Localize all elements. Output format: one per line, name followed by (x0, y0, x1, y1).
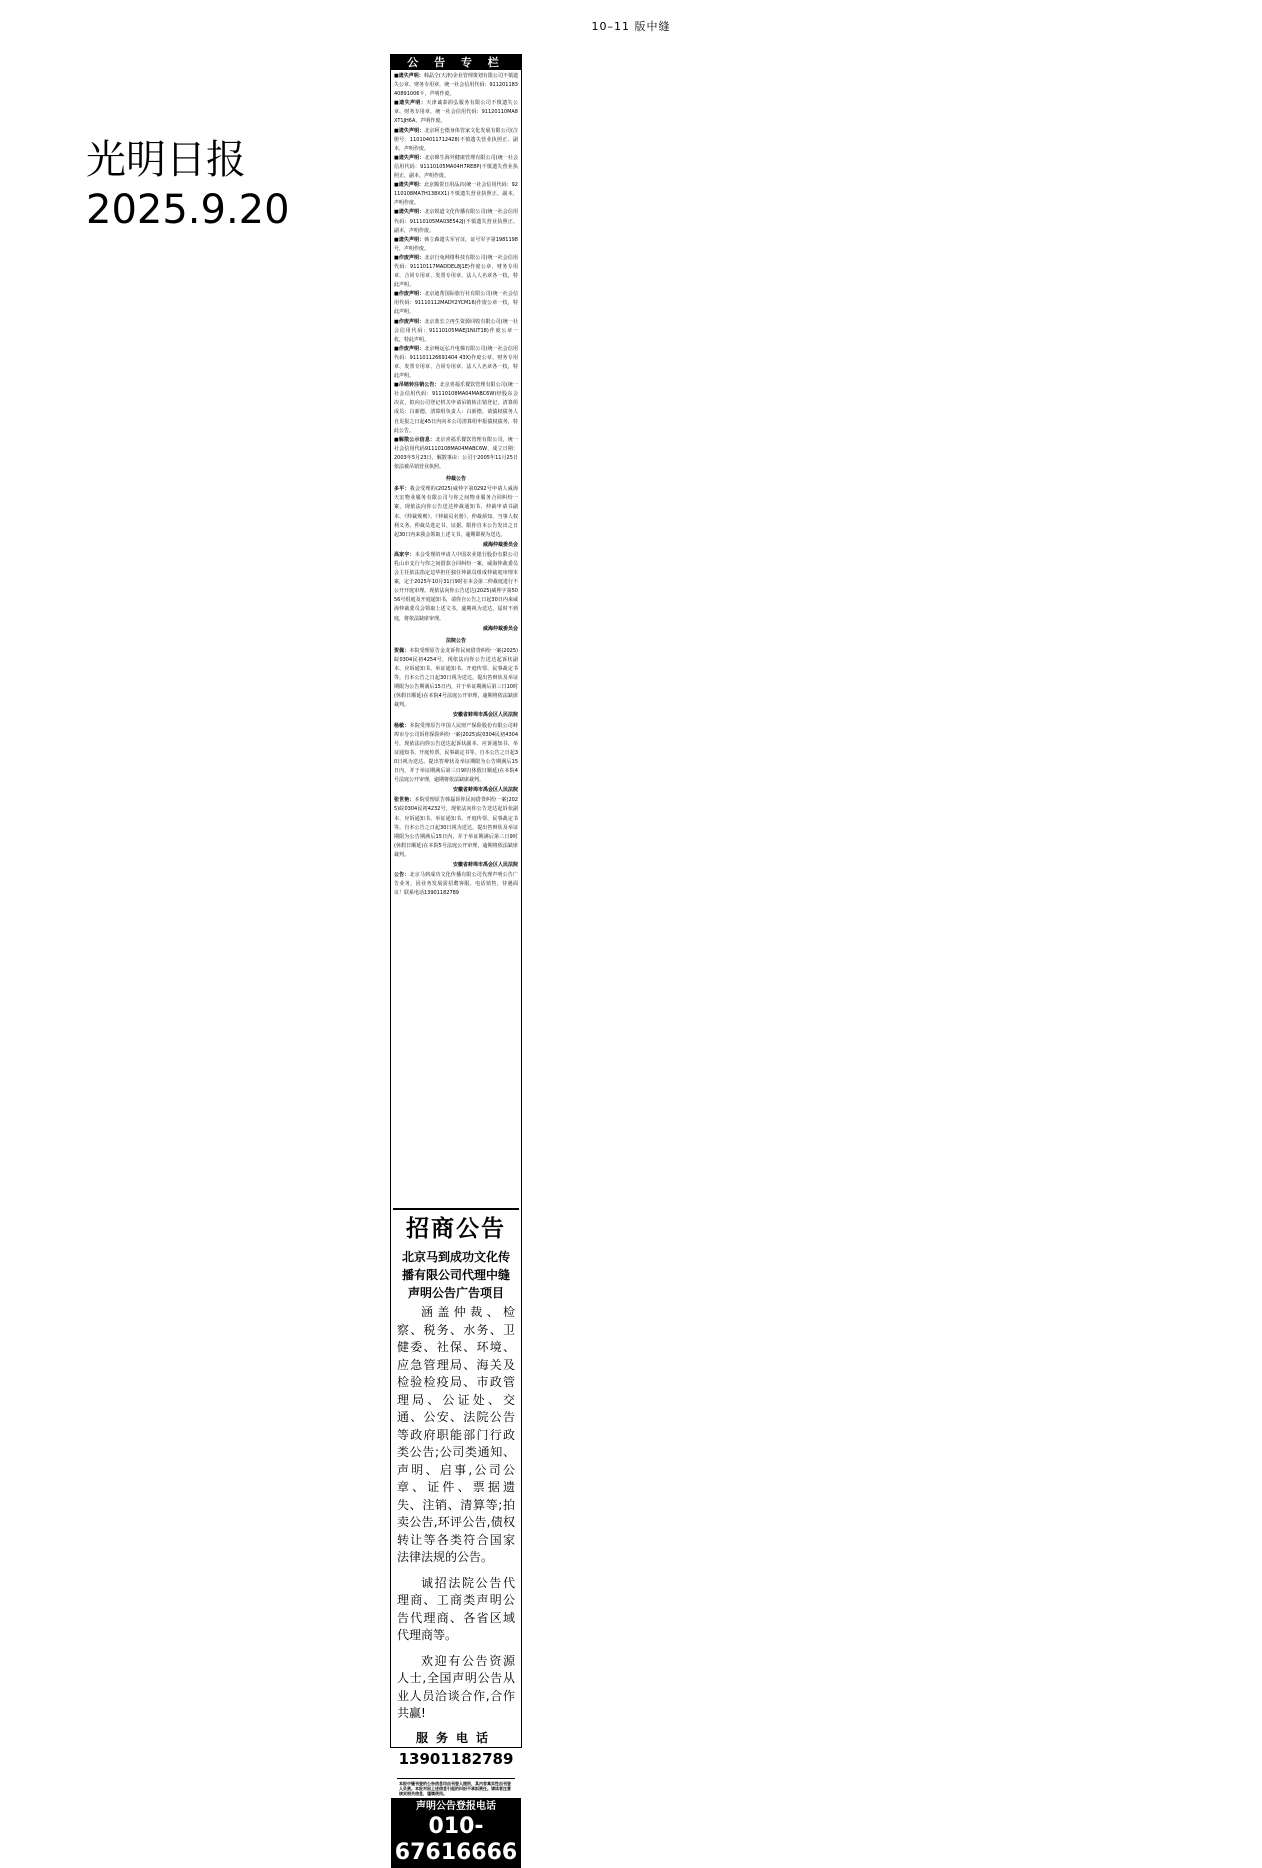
bottom-band (391, 1798, 521, 1868)
notice-item: ■作废声明：北京蓝长立再生资源回收有限公司(统一社会信用代码：91110105MAEJ1NUT18)作废公章一枚，特此声明。 (394, 318, 518, 343)
arbitration-notice: 多平：我会受理的(2025)威仲字第0292号申请人威海天宏物业服务有限公司与你之间物业服务合同纠纷一案，现依法向你公告送达仲裁通知书、仲裁申请书副本、《仲裁规则》、《仲裁员名册》、仲裁须知、当事人权利义务、仲裁员选定书、证据。限你自本公告发出之日起30日内来我会领取上述文书，逾期即视为送达。 (394, 486, 518, 538)
arbitration-signature: 威海仲裁委员会 (482, 541, 518, 548)
notice-item: ■作废声明：北京畅运弘升电梯有限公司(统一社会信用代码：911101126691404 43X)作废公章、财务专用章、发票专用章、合同专用章、法人人名章各一枚，特此声明。 (394, 345, 518, 380)
notices-section (391, 70, 521, 1208)
notice-item: ■解散公示信息：北京喜福乐餐饮管理有限公司，统一社会信用代码91110108MA04MABC6W，成立日期：2003年5月23日，解散事由：公司于2005年11月25日依法被吊销营业执照。 (394, 436, 518, 471)
notice-item: ■遗失声明：北京锦生海外健康管理有限公司(统一社会信用代码：91110105MA04H7RE8P)不慎遗失营业执照正、副本，声明作废。 (394, 154, 518, 180)
column-header: 公 告 专 栏 (391, 55, 521, 70)
notice-column (390, 54, 522, 1865)
issue-date: 2025.9.20 (86, 187, 290, 233)
page-label: 10–11 版中缝 (591, 20, 671, 33)
hiring-notice: 公告：北京马到成功文化传播有限公司代理声明公告广告业务，因业务发展需招聘客服、电话销售，待遇面议！联系电话13901182789 (394, 872, 518, 897)
court-notice: 杨敏：本院受理原告中国人民财产保险股份有限公司蚌埠市分公司诉你保险纠纷一案(2025)皖0304民初4304号，现依法向你公告送达起诉状副本、应诉通知书、举证通知书、开庭传票、民事裁定书等。自本公告之日起30日视为送达。提出答辩状及举证期限为公告期满后15日内，并于举证期满后第三日9时(休假日顺延)在本院4号法庭公开审理，逾期将依法缺席裁判。 (394, 722, 518, 784)
masthead (86, 135, 290, 235)
court-title: 法院公告 (445, 637, 466, 644)
notice-item: ■作废声明：北京迪帮国际旅行社有限公司(统一社会信用代码：91110112MADY2YCM16)作废公章一枚，特此声明。 (394, 291, 518, 316)
notice-item: ■遗失声明：北京阿仑德身体管家文化发展有限公司(注册号：110104011712428)不慎遗失营业执照正、副本，声明作废。 (394, 127, 518, 152)
ad-paragraph: 欢迎有公告资源人士,全国声明公告从业人员洽谈合作,合作共赢! (397, 1653, 515, 1720)
court-notice: 贺佩：本院受理原告金龙诉你民间借贷纠纷一案(2025)皖0304民初4254号，现依法向你公告送达起诉状副本、应诉通知书、举证通知书、开庭传票、民事裁定书等。自本公告之日起30日视为送达。提出答辩状及举证期限为公告期满后15日内，并于举证期满后第三日10时(休假日顺延)在本院4号法庭公开审理，逾期将依法缺席裁判。 (394, 647, 518, 709)
arbitration-title: 仲裁公告 (445, 476, 466, 483)
court-signature: 安徽省蚌埠市禹会区人民法院 (452, 787, 518, 794)
ad-paragraph: 诚招法院公告代理商、工商类声明公告代理商、各省区域代理商等。 (397, 1575, 515, 1642)
notice-item: ■遗失声明：北京锐道文化传播有限公司(统一社会信用代码：91110105MA03E542J)不慎遗失营业执照正、副本，声明作废。 (394, 209, 518, 234)
ad-paragraph: 涵盖仲裁、检察、税务、水务、卫健委、社保、环境、应急管理局、海关及检验检疫局、市政管理局、公证处、交通、公安、法院公告等政府职能部门行政类公告;公司类通知、声明、启事,公司公章、证件、票据遗失、注销、清算等;拍卖公告,环评公告,债权转让等各类符合国家法律法规的公告。 (397, 1305, 515, 1564)
fine-print: 本报中缝刊登的公告信息均由刊登人提供，其内容真实性由刊登人负责。本报对因上述信息引起的纠纷不承担责任。请读者注意核实相关信息，谨慎使用。 (397, 1778, 515, 1798)
bottom-phone: 010-67616666 (394, 1813, 518, 1865)
notice-item: ■作废声明：北京行兔网络科技有限公司(统一社会信用代码：91110117MADDEL8J1E)作废公章、财务专用章、合同专用章、发票专用章、法人人名章各一枚，特此声明。 (394, 254, 518, 289)
newspaper-name: 光明日报 (86, 137, 246, 183)
arbitration-notice: 高家宇：本会受理的申请人中国农业银行股份有限公司乳山市支行与你之间借款合同纠纷一案，威海仲裁委员会主任依法指定边华担任独任仲裁员组成仲裁庭审理本案，定于2025年10月31日9时在本会第二仲裁庭进行不公开开庭审理。现依法向你公告送达(2025)威仲字第5056号组庭及开庭通知书，请你自公告之日起30日内来威海仲裁委员会领取上述文书，逾期视为送达，届时不到庭，将依法缺席审理。 (394, 551, 518, 622)
ad-subtitle: 北京马到成功文化传播有限公司代理中缝声明公告广告项目 (401, 1250, 510, 1300)
notice-item: ■遗失声明：北京腾贺日用品店(统一社会信用代码：92110108MA7H138XX1)不慎遗失营业执照正、副本，声明作废。 (394, 182, 518, 207)
notice-item: ■遗失声明：韩晶仝(天津)企业管理策划有限公司不慎遗失公章、财务专用章，统一社会信用代码：91120118340891006９，声明作废。 (394, 73, 518, 98)
service-phone-title: 服务电话 (415, 1730, 496, 1745)
recruitment-ad (393, 1208, 519, 1798)
ad-title: 招商公告 (406, 1216, 506, 1242)
court-signature: 安徽省蚌埠市禹会区人民法院 (452, 861, 518, 868)
court-signature: 安徽省蚌埠市禹会区人民法院 (452, 712, 518, 719)
court-notice: 张世艳：本院受理原告韩磊诉你民间借贷纠纷一案(2025)皖0304民初4232号，现依法向你公告送达起诉状副本、应诉通知书、举证通知书、开庭传票、民事裁定书等。自本公告之日起30日视为送达。提出答辩状及举证期限为公告期满后15日内，并于举证期满后第三日9时(休假日顺延)在本院5号法庭公开审理，逾期将依法缺席裁判。 (394, 797, 518, 858)
bottom-label: 声明公告登报电话 (416, 1800, 496, 1812)
service-phone: 13901182789 (398, 1749, 514, 1768)
arbitration-signature: 威海仲裁委员会 (482, 625, 518, 632)
notice-item: ■吊销转注销公告：北京喜福乐餐饮管理有限公司(统一社会信用代码：91110108MA04MABC6W)经股东会决议，拟向公司登记机关申请吊销转注销登记，清算组成员：白新德，清算组负责人：白新德，请债权债务人自见报之日起45日内向本公司清算组申报债权债务，特此公告。 (394, 382, 518, 434)
notices-list (394, 72, 518, 472)
notice-item: ■遗失声明：天津诚泰润弘服务有限公司不慎遗失公章、财务专用章，统一社会信用代码：91120110MA8XT1JH6A，声明作废。 (394, 100, 518, 125)
ad-body (397, 1304, 515, 1723)
notice-item: ■遗失声明：韩立森遗失军官证，证号军字第1981198号，声明作废。 (394, 236, 518, 252)
